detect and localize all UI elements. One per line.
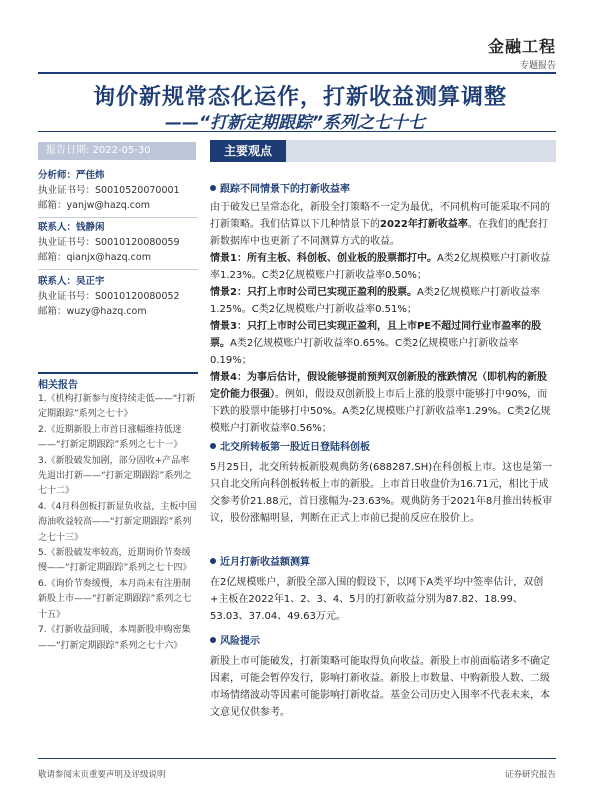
contact-email: 邮箱：qianjx@hazq.com — [38, 252, 151, 263]
title-divider — [38, 131, 556, 132]
analyst-cert: 执业证书号：S0010520070001 — [38, 185, 180, 196]
related-report-item[interactable]: 7.《打新收益回暖，本周新股申购密集——“打新定期跟踪”系列之七十六》 — [38, 625, 191, 651]
related-report-item[interactable]: 6.《询价节奏缓慢，本月尚未有注册制新股上市——“打新定期跟踪”系列之七十五》 — [38, 578, 192, 620]
section-label-main-views: 主要观点 — [210, 140, 286, 162]
related-report-item[interactable]: 1.《机构打新参与度持续走低——“打新定期跟踪”系列之七十》 — [38, 394, 196, 420]
footer-divider — [38, 758, 556, 759]
bullet-icon — [210, 558, 216, 564]
section-transfer-board — [210, 438, 556, 527]
section-heading: 北交所转板第一股近日登陆科创板 — [210, 438, 556, 453]
related-reports-list — [38, 392, 198, 654]
scenario-3: 情景3：只打上市时公司已实现正盈利，且上市PE不超过同行业市盈率的股票。A类2亿规模账户打新收益率0.65%。C类2亿规模账户打新收益率0.19%； — [210, 321, 542, 366]
section-heading: 跟踪不同情景下的打新收益率 — [210, 180, 556, 195]
bullet-icon — [210, 185, 216, 191]
divider — [38, 269, 198, 270]
analyst-name: 分析师：严佳炜 — [38, 170, 105, 181]
divider — [38, 217, 198, 218]
analyst-block-3 — [38, 274, 198, 319]
contact-email: 邮箱：wuzy@hazq.com — [38, 306, 147, 317]
section-risk-warning — [210, 632, 556, 721]
section-paragraph: 由于破发已呈常态化，新股全打策略不一定为最优，不同机构可能采取不同的打新策略。我们估算以下几种情景下的2022年打新收益率。在我们的配套打新数据库中也更新了不同测算方式的收益。 — [210, 202, 550, 247]
section-paragraph: 新股上市可能破发，打新策略可能取得负向收益。新股上市前面临诸多不确定因素，可能会暂停发行，影响打新收益。新股上市数量、中购新股人数、二级市场情绪波动等因素可能影响打新收益。基金公司历史入围率不代表未来，本文意见仅供参考。 — [210, 656, 550, 718]
related-report-item[interactable]: 3.《新股破发加剧，部分固收+产品率先退出打新——“打新定期跟踪”系列之七十二》 — [38, 455, 192, 497]
bullet-icon — [210, 443, 216, 449]
related-report-item[interactable]: 5.《新股破发率较高，近期询价节奏缓慢——“打新定期跟踪”系列之七十四》 — [38, 548, 192, 574]
related-reports-title: 相关报告 — [38, 372, 198, 391]
scenario-4: 情景4：为事后估计，假设能够提前预判双创新股的涨跌情况（即机构的新股定价能力很强）。例如，假设双创新股上市后上涨的股票中能够打中90%，而下跌的股票中能够打中50%。A类2亿规模账户打新收益率1.29%。C类2亿规模账户打新收益率0.56%； — [210, 372, 551, 434]
contact-cert: 执业证书号：S0010120080059 — [38, 237, 180, 248]
section-scenario-returns — [210, 180, 556, 437]
analyst-block-2 — [38, 220, 198, 270]
contact-name: 联系人：吴正宇 — [38, 276, 105, 287]
related-report-item[interactable]: 4.《4月科创板打新显负收益，主板中国海油收益较高——“打新定期跟踪”系列之七十三》 — [38, 501, 197, 543]
analyst-block-1 — [38, 168, 198, 218]
contact-name: 联系人：钱静闲 — [38, 222, 105, 233]
footer-label: 证券研究报告 — [504, 770, 556, 780]
related-report-item[interactable]: 2.《近期新股上市首日涨幅维持低迷——“打新定期跟踪”系列之七十一》 — [38, 424, 183, 451]
bullet-icon — [210, 637, 216, 643]
section-paragraph: 在2亿规模账户，新股全部入围的假设下，以网下A类平均中签率估计，双创+主板在2022年1、2、3、4、5月的打新收益分别为87.82、18.99、53.03、37.04、49.63万元。 — [210, 577, 544, 622]
brand-title: 金融工程 — [487, 37, 556, 56]
section-monthly-returns — [210, 553, 556, 625]
header-divider — [38, 72, 556, 74]
report-date: 报告日期: 2022-05-30 — [38, 142, 196, 160]
analyst-email: 邮箱：yanjw@hazq.com — [38, 200, 151, 211]
contact-cert: 执业证书号：S0010120080052 — [38, 291, 180, 302]
scenario-1: 情景1：所有主板、科创板、创业板的股票都打中。A类2亿规模账户打新收益率1.23%。C类2亿规模账户打新收益率0.50%； — [210, 253, 551, 281]
report-subtitle: ——“打新定期跟踪”系列之七十七 — [165, 113, 425, 133]
report-title: 询价新规常态化运作，打新收益测算调整 — [92, 85, 507, 110]
section-heading: 近月打新收益额测算 — [210, 553, 556, 568]
footer-disclaimer: 敬请参阅末页重要声明及评级说明 — [38, 770, 166, 780]
scenario-2: 情景2：只打上市时公司已实现正盈利的股票。A类2亿规模账户打新收益率1.25%。C类2亿规模账户打新收益率0.51%； — [210, 287, 541, 315]
report-type-tag: 专题报告 — [519, 61, 556, 71]
section-heading: 风险提示 — [210, 632, 556, 647]
section-paragraph: 5月25日，北交所转板新股观典防务(688287.SH)在科创板上市。这也是第一只自北交所向科创板转板上市的新股。上市首日收盘价为16.71元，相比于成交参考价21.88元，首日涨幅为-23.63%。观典防务于2021年8月推出转板审议，股份涨幅明显，判断在正式上市前已提前反应在股价上。 — [210, 462, 553, 524]
section-band — [210, 140, 556, 162]
